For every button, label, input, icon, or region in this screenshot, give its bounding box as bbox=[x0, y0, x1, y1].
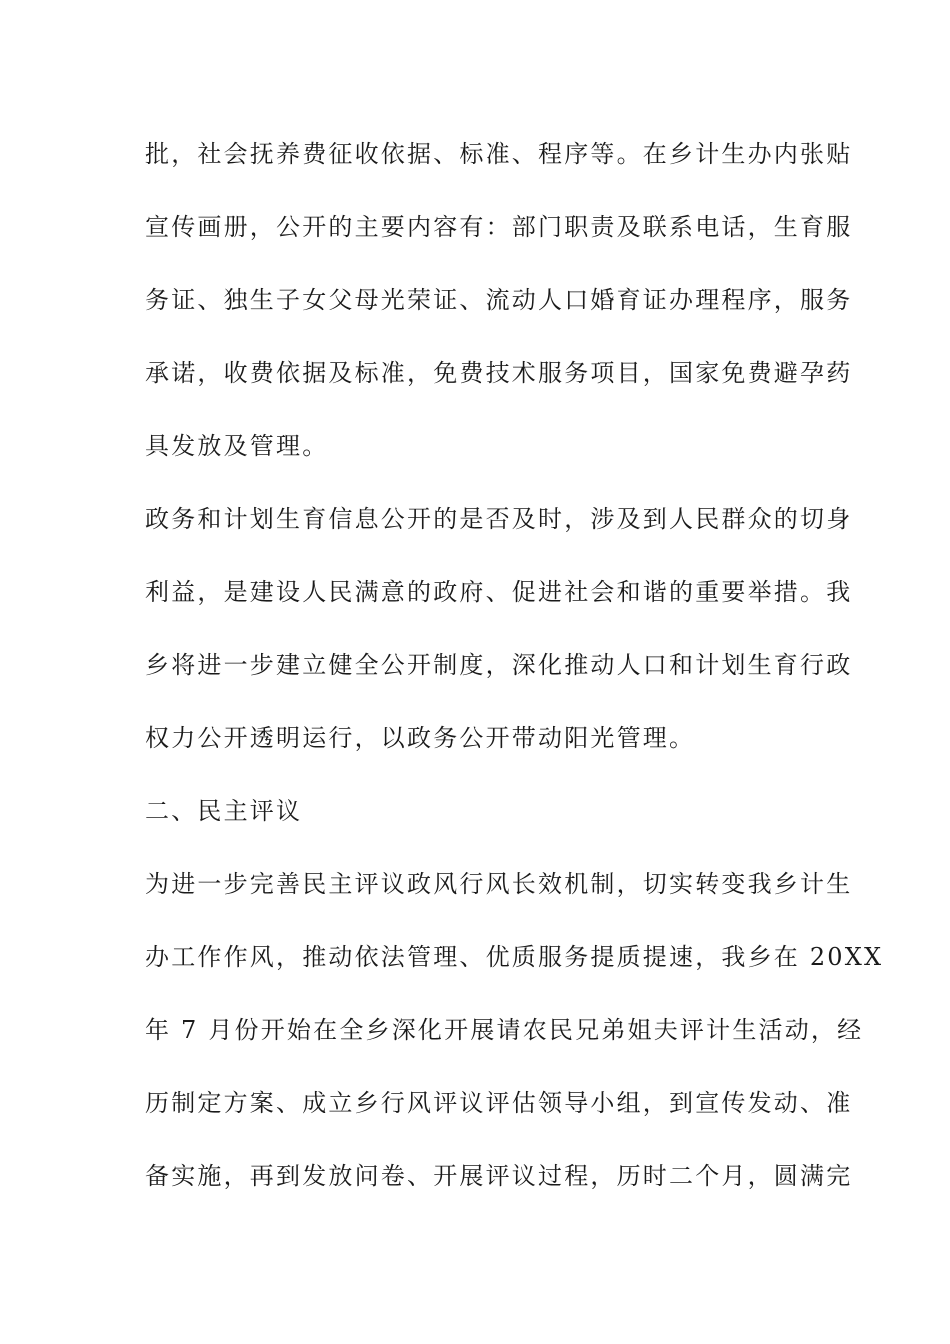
text-line: 年 7 月份开始在全乡深化开展请农民兄弟姐夫评计生活动，经 bbox=[145, 1016, 864, 1044]
document-page bbox=[145, 128, 884, 1223]
text-line: 宣传画册，公开的主要内容有：部门职责及联系电话，生育服 bbox=[145, 213, 853, 241]
text-line: 承诺，收费依据及标准，免费技术服务项目，国家免费避孕药 bbox=[145, 359, 853, 387]
text-line: 乡将进一步建立健全公开制度，深化推动人口和计划生育行政 bbox=[145, 651, 853, 679]
section-heading: 二、民主评议 bbox=[145, 797, 303, 825]
text-line: 办工作作风，推动依法管理、优质服务提质提速，我乡在 20XX bbox=[145, 943, 884, 971]
text-line: 为进一步完善民主评议政风行风长效机制，切实转变我乡计生 bbox=[145, 870, 853, 898]
text-line: 批，社会抚养费征收依据、标准、程序等。在乡计生办内张贴 bbox=[145, 140, 853, 168]
text-line: 历制定方案、成立乡行风评议评估领导小组，到宣传发动、准 bbox=[145, 1089, 853, 1117]
text-line: 政务和计划生育信息公开的是否及时，涉及到人民群众的切身 bbox=[145, 505, 853, 533]
text-line: 务证、独生子女父母光荣证、流动人口婚育证办理程序，服务 bbox=[145, 286, 853, 314]
text-line: 具发放及管理。 bbox=[145, 432, 329, 460]
text-line: 利益，是建设人民满意的政府、促进社会和谐的重要举措。我 bbox=[145, 578, 853, 606]
text-line: 备实施，再到发放问卷、开展评议过程，历时二个月，圆满完 bbox=[145, 1162, 853, 1190]
text-line: 权力公开透明运行，以政务公开带动阳光管理。 bbox=[145, 724, 696, 752]
